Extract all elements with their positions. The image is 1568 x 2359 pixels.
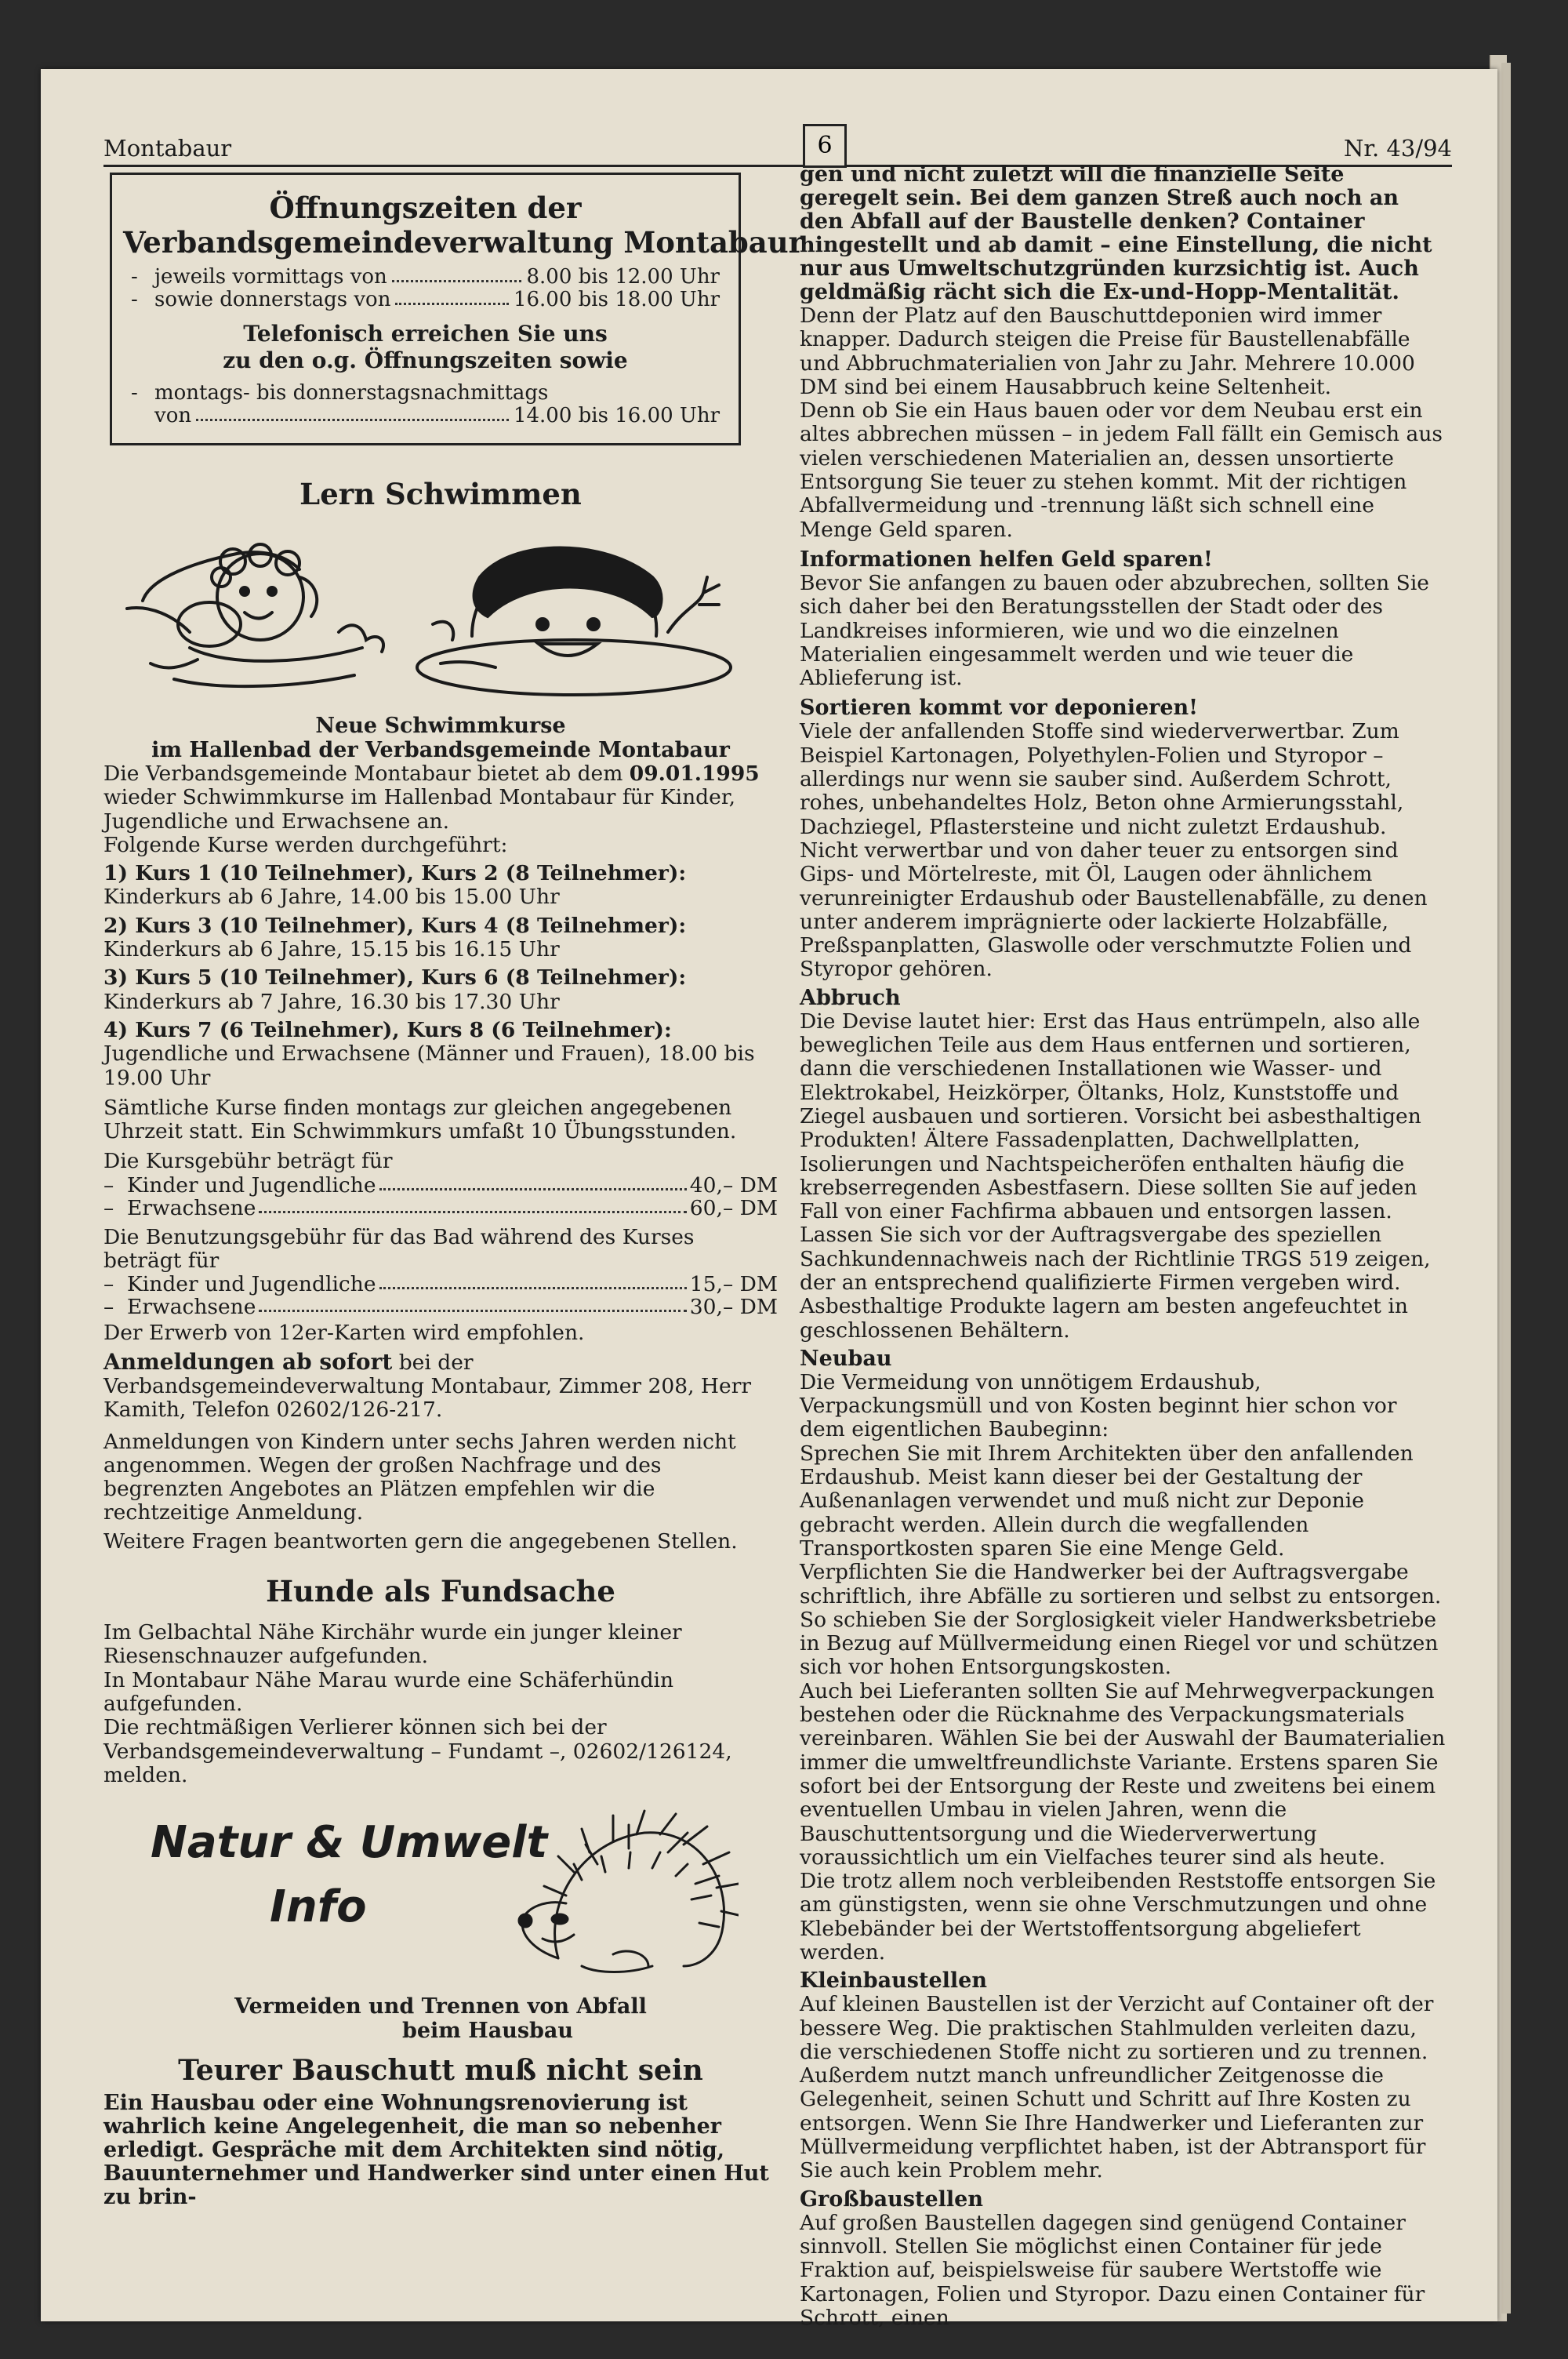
fee-label: Kinder und Jugendliche	[127, 1272, 376, 1297]
fee-label: Erwachsene	[127, 1295, 256, 1320]
newspaper-page	[41, 69, 1497, 2330]
fee-row	[103, 1174, 778, 1197]
usage-fee-row	[103, 1273, 778, 1296]
paragraph: Auch bei Lieferanten sollten Sie auf Mehrwegverpackungen bestehen oder die Rücknahme des Verpackungsmaterials vereinbaren. Wählen Sie bei der Auswahl der Baumaterialien immer die umweltfreundlichste Variante. Erstens sparen Sie sofort bei der Entsorgung der Reste und zweitens bei einem eventuellen Umbau in vielen Jahren, wenn die Bauschuttentsorgung und die Wiederverwertung voraussichtlich um ein Vielfaches teurer sind als heute.	[800, 1678, 1446, 1870]
header-issue: Nr. 43/94	[1343, 135, 1452, 162]
registration-text: bei der Verbandsgemeindeverwaltung Montabaur, Zimmer 208, Herr Kamith, Telefon 02602/126-217.	[103, 1350, 752, 1423]
registration-bold: Anmeldungen ab sofort	[103, 1348, 393, 1375]
swim-subtitle-line1: Neue Schwimmkurse	[315, 714, 566, 738]
leader-dots	[259, 1296, 686, 1312]
courses-intro: Folgende Kurse werden durchgeführt:	[103, 832, 508, 857]
swim-intro	[103, 762, 778, 834]
phone-note-line1: Telefonisch erreichen Sie uns	[243, 321, 608, 347]
phone-note-line2: zu den o.g. Öffnungszeiten sowie	[223, 347, 628, 373]
leader-dots	[196, 405, 509, 421]
fee-value: 40,– DM	[689, 1172, 778, 1198]
paragraph: Auf kleinen Baustellen ist der Verzicht auf Container oft der bessere Weg. Die praktischen Stahlmulden verleiten dazu, die verschiedenen Stoffe nicht zu sortieren und zu trennen. Außerdem nutzt manch unfreundlicher Zeitgenosse die Gelegenheit, seinen Schutt und Schritt auf Ihre Kosten zu entsorgen. Wenn Sie Ihre Handwerker und Lieferanten zur Müllvermeidung verpflichtet haben, ist der Abtransport für Sie auch kein Problem mehr.	[800, 1992, 1434, 2183]
afternoon-time-row	[131, 405, 720, 427]
hours-value: 16.00 bis 18.00 Uhr	[513, 288, 720, 311]
fee-label: Kinder und Jugendliche	[127, 1172, 376, 1198]
hours-row	[131, 289, 720, 311]
leader-dots	[379, 1174, 687, 1190]
paragraph: Sprechen Sie mit Ihrem Architekten über den anfallenden Erdaushub. Meist kann dieser bei der Gestaltung der Außenanlagen verwendet und muß nicht zur Deponie gebracht werden. Allein durch die wegfallenden Transportkosten sparen Sie eine Menge Geld.	[800, 1441, 1414, 1561]
opening-hours-title	[123, 191, 804, 260]
fee-row	[103, 1197, 778, 1219]
spacer	[131, 405, 154, 427]
row-dash: –	[103, 1195, 114, 1220]
logo-text-line2: Info	[270, 1881, 367, 1933]
afternoon-label: montags- bis donnerstagsnachmittags	[154, 381, 549, 405]
paragraph: Bevor Sie anfangen zu bauen oder abzubrechen, sollten Sie sich daher bei den Beratungsstellen der Stadt oder des Landkreises informieren, wie und wo die einzelnen Materialien eingesammelt werden und wie teuer die Ablieferung ist.	[800, 570, 1429, 691]
row-dash: -	[131, 381, 138, 405]
leader-dots	[259, 1197, 686, 1213]
hours-label: sowie donnerstags von	[154, 288, 391, 311]
leader-dots	[392, 266, 522, 282]
hours-row	[131, 266, 720, 289]
schedule-note: Sämtliche Kurse finden montags zur gleichen angegebenen Uhrzeit statt. Ein Schwimmkurs umfaßt 10 Übungsstunden.	[103, 1095, 737, 1144]
course-head: 3) Kurs 5 (10 Teilnehmer), Kurs 6 (8 Teilnehmer):	[103, 965, 687, 990]
heading-klein: Kleinbaustellen	[800, 1968, 987, 1994]
lead-continuation: gen und nicht zuletzt will die finanzielle Seite geregelt sein. Bei dem ganzen Streß auch noch an den Abfall auf der Baustelle denken? Container hingestellt und ab damit – eine Einstellung, die nicht nur aus Umweltschutzgründen kurzsichtig ist. Auch geldmäßig rächt sich die Ex-und-Hopp-Mentalität.	[800, 162, 1432, 304]
header-town: Montabaur	[103, 135, 232, 162]
usage-intro: Die Benutzungsgebühr für das Bad während des Kurses beträgt für	[103, 1224, 695, 1274]
age-note: Anmeldungen von Kindern unter sechs Jahren werden nicht angenommen. Wegen der großen Nachfrage und des begrenzten Angebotes an Plätzen empfehlen wir die rechtzeitige Anmeldung.	[103, 1429, 736, 1525]
swim-intro-a: Die Verbandsgemeinde Montabaur bietet ab dem	[103, 761, 630, 786]
heading-gross: Großbaustellen	[800, 2186, 983, 2212]
afternoon-value: 14.00 bis 16.00 Uhr	[513, 404, 720, 427]
found-dog-1: Im Gelbachtal Nähe Kirchähr wurde ein junger kleiner Riesenschnauzer aufgefunden.	[103, 1620, 682, 1669]
swimming-illustration	[103, 530, 778, 703]
underlying-sheet-edge-2	[1501, 63, 1511, 2314]
course-head: 2) Kurs 3 (10 Teilnehmer), Kurs 4 (8 Teilnehmer):	[103, 913, 687, 938]
row-dash: -	[131, 265, 138, 289]
swim-subtitle	[103, 714, 778, 762]
natur-umwelt-logo	[103, 1809, 778, 1990]
afternoon-row	[131, 382, 720, 405]
swim-section-title: Lern Schwimmen	[299, 477, 582, 511]
natur-subtitle-line2: beim Hausbau	[401, 2019, 574, 2044]
swim-start-date: 09.01.1995	[629, 761, 760, 786]
course-text: Kinderkurs ab 6 Jahre, 14.00 bis 15.00 Uhr	[103, 885, 560, 910]
paragraph: Verpflichten Sie die Handwerker bei der Auftragsvergabe schriftlich, ihre Abfälle zu sortieren und selbst zu entsorgen. So schieben Sie der Sorglosigkeit vieler Handwerksbetriebe in Bezug auf Müllvermeidung einen Riegel vor und schützen sich vor hohen Entsorgungskosten.	[800, 1560, 1442, 1680]
bauschutt-lead: Ein Hausbau oder eine Wohnungsrenovierung ist wahrlich keine Angelegenheit, die man so nebenher erledigt. Gespräche mit dem Architekten sind nötig, Bauunternehmer und Handwerker sind unter einen Hut zu brin-	[103, 2091, 769, 2210]
course-text: Kinderkurs ab 6 Jahre, 15.15 bis 16.15 Uhr	[103, 937, 560, 962]
paragraph: Denn der Platz auf den Bauschuttdeponien wird immer knapper. Dadurch steigen die Preise für Baustellenabfälle und Abbruchmaterialien von Jahr zu Jahr. Mehrere 10.000 DM sind bei einem Hausabbruch keine Seltenheit.	[800, 304, 1415, 399]
bauschutt-headline: Teurer Bauschutt muß nicht sein	[178, 2054, 703, 2088]
paragraph: Viele der anfallenden Stoffe sind wiederverwertbar. Zum Beispiel Kartonagen, Polyethylen-Folien und Styropor – allerdings nur wenn sie sauber sind. Außerdem Schrott, rohes, unbehandeltes Holz, Beton ohne Armierungsstahl, Dachziegel, Pflastersteine und nicht zuletzt Erdaushub. Nicht verwertbar und von daher teuer zu entsorgen sind Gips- und Mörtelreste, mit Öl, Laugen oder ähnlichem verunreinigter Erdaushub oder Baustellenabfälle, zu denen unter anderem imprägnierte oder lackierte Holzabfälle, Preßspanplatten, Glaswolle oder verschmutzte Folien und Styropor gehören.	[800, 719, 1428, 982]
found-dog-2: In Montabaur Nähe Marau wurde eine Schäferhündin aufgefunden.	[103, 1667, 674, 1716]
row-dash: -	[131, 288, 138, 311]
left-column	[103, 173, 804, 2210]
natur-subtitle	[103, 1994, 778, 2043]
swim-subtitle-line2: im Hallenbad der Verbandsgemeinde Montabaur	[151, 738, 730, 762]
found-contact: Die rechtmäßigen Verlierer können sich bei der Verbandsgemeindeverwaltung – Fundamt –, 02602/126124, melden.	[103, 1715, 732, 1787]
leader-dots	[395, 289, 509, 305]
hours-label: jeweils vormittags von	[154, 265, 387, 289]
fee-label: Erwachsene	[127, 1195, 256, 1220]
paragraph: Die Devise lautet hier: Erst das Haus entrümpeln, also alle beweglichen Teile aus dem Haus entfernen und sortieren, dann die verschiedenen Installationen wie Wasser- und Elektrokabel, Heizkörper, Öltanks, Holz, Kunststoffe und Ziegel ausbauen und sortieren. Vorsicht bei asbesthaltigen Produkten! Ältere Fassadenplatten, Dachwellplatten, Isolierungen und Nachtspeicheröfen enthalten häufig die krebserregenden Asbestfasern. Diese sollten Sie auf jeden Fall von einer Fachfirma abbauen und entsorgen lassen. Lassen Sie sich vor der Auftragsvergabe des speziellen Sachkundennachweis nach der Richtlinie TRGS 519 zeigen, der an entsprechend qualifizierte Firmen vergeben wird. Asbesthaltige Produkte lagern am besten angefeuchtet in geschlossenen Behältern.	[800, 1009, 1431, 1343]
questions-note: Weitere Fragen beantworten gern die angegebenen Stellen.	[103, 1528, 738, 1554]
opening-hours-title-line1: Öffnungszeiten der	[269, 191, 582, 225]
paragraph: Auf großen Baustellen dagegen sind genügend Container sinnvoll. Stellen Sie möglichst einen Container für jede Fraktion auf, beispielsweise für saubere Wertstoffe wie Kartonagen, Folien und Styropor. Dazu einen Container für Schrott, einen	[800, 2210, 1425, 2330]
usage-fee-row	[103, 1296, 778, 1318]
heading-info: Informationen helfen Geld sparen!	[800, 547, 1213, 572]
course-text: Kinderkurs ab 7 Jahre, 16.30 bis 17.30 Uhr	[103, 989, 560, 1014]
paragraph: Die trotz allem noch verbleibenden Reststoffe entsorgen Sie am günstigsten, wenn sie ohne Verschmutzungen und ohne Klebebänder bei der Wertstoffentsorgung abgeliefert werden.	[800, 1869, 1436, 1965]
swim-intro-b: wieder Schwimmkurse im Hallenbad Montabaur für Kinder, Jugendliche und Erwachsene an.	[103, 785, 735, 834]
afternoon-from: von	[154, 404, 192, 427]
fee-value: 60,– DM	[689, 1195, 778, 1220]
swimming-children-drawing	[103, 530, 778, 703]
logo-text-line1: Natur & Umwelt	[151, 1817, 548, 1869]
row-dash: –	[103, 1172, 114, 1198]
registration-note	[103, 1350, 778, 1423]
found-dogs-title: Hunde als Fundsache	[266, 1574, 615, 1609]
natur-subtitle-line1: Vermeiden und Trennen von Abfall	[234, 1994, 647, 2019]
right-column	[800, 163, 1447, 2330]
hours-value: 8.00 bis 12.00 Uhr	[526, 265, 720, 289]
opening-hours-box	[110, 173, 804, 445]
heading-abbruch: Abbruch	[800, 985, 901, 1010]
opening-hours-title-line2: Verbandsgemeindeverwaltung Montabaur	[123, 225, 804, 260]
paragraph: Denn ob Sie ein Haus bauen oder vor dem Neubau erst ein altes abbrechen müssen – in jedem Fall fällt ein Gemisch aus vielen verschiedenen Materialien an, dessen unsortierte Entsorgung Sie teuer zu stehen kommt. Mit der richtigen Abfallvermeidung und -trennung läßt sich schnell eine Menge Geld sparen.	[800, 398, 1443, 542]
heading-neubau: Neubau	[800, 1346, 892, 1371]
header-page-number: 6	[803, 124, 847, 168]
row-dash: –	[103, 1295, 114, 1320]
phone-note	[131, 321, 720, 374]
row-dash: –	[103, 1272, 114, 1297]
fee-value: 30,– DM	[689, 1295, 778, 1320]
heading-sort: Sortieren kommt vor deponieren!	[800, 696, 1199, 721]
course-head: 1) Kurs 1 (10 Teilnehmer), Kurs 2 (8 Teilnehmer):	[103, 861, 687, 886]
hedgehog-icon	[511, 1809, 739, 1982]
cards-note: Der Erwerb von 12er-Karten wird empfohlen.	[103, 1321, 585, 1346]
fee-intro: Die Kursgebühr beträgt für	[103, 1149, 393, 1174]
fee-value: 15,– DM	[689, 1272, 778, 1297]
course-text: Jugendliche und Erwachsene (Männer und Frauen), 18.00 bis 19.00 Uhr	[103, 1041, 755, 1090]
course-head: 4) Kurs 7 (6 Teilnehmer), Kurs 8 (6 Teilnehmer):	[103, 1017, 672, 1042]
page-header	[103, 124, 1452, 167]
paragraph: Die Vermeidung von unnötigem Erdaushub, Verpackungsmüll und von Kosten beginnt hier schon vor dem eigentlichen Baubeginn:	[800, 1369, 1397, 1442]
leader-dots	[379, 1273, 687, 1289]
